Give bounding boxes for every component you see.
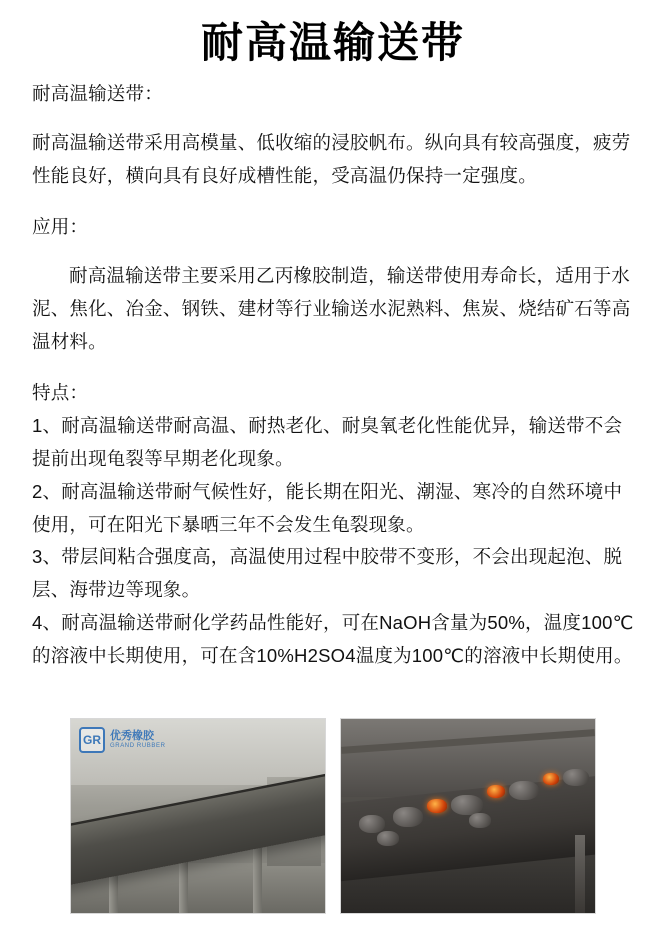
section-application — [32, 211, 634, 359]
hot-sinter-ore-on-conveyor-photo — [340, 718, 596, 914]
photo-hot-ore-lump — [543, 773, 559, 785]
section-heading: 特点： — [32, 381, 89, 403]
brand-logo-icon: GR — [79, 727, 105, 753]
brand-name-cn: 优秀橡胶 — [110, 730, 154, 743]
photo-ore-lump — [377, 831, 399, 846]
photo-ore-lump — [469, 813, 491, 828]
photo-ore-lump — [563, 769, 589, 786]
feature-item-1: 1、耐高温输送带耐高温、耐热老化、耐臭氧老化性能优异，输送带不会提前出现龟裂等早期老化现象。 — [32, 414, 623, 469]
product-photo-gallery — [70, 718, 596, 914]
photo-ore-lump — [359, 815, 385, 833]
section-heading: 应用： — [32, 216, 89, 238]
page-title: 耐高温输送带 — [200, 19, 465, 66]
section-product-intro — [32, 78, 634, 193]
section-paragraph: 耐高温输送带主要采用乙丙橡胶制造，输送带使用寿命长，适用于水泥、焦化、冶金、钢铁、建材等行业输送水泥熟料、焦炭、烧结矿石等高温材料。 — [32, 265, 631, 352]
photo-ore-lump — [393, 807, 423, 827]
photo-hot-ore-lump — [487, 785, 505, 798]
document-body — [32, 78, 634, 673]
conveyor-belt-in-plant-photo — [70, 718, 326, 914]
brand-watermark-text — [110, 731, 166, 749]
photo-ore-lump — [451, 795, 483, 815]
feature-item-4: 4、耐高温输送带耐化学药品性能好，可在NaOH含量为50%，温度100℃的溶液中长期使用，可在含10%H2SO4温度为100℃的溶液中长期使用。 — [32, 612, 634, 667]
brand-name-en: GRAND RUBBER — [110, 742, 166, 749]
photo-frame-post — [575, 835, 585, 913]
section-features — [32, 377, 634, 673]
document-page — [0, 18, 666, 948]
section-heading: 耐高温输送带： — [32, 83, 163, 105]
photo-hot-ore-lump — [427, 799, 447, 813]
feature-item-2: 2、耐高温输送带耐气候性好，能长期在阳光、潮湿、寒冷的自然环境中使用，可在阳光下暴晒三年不会发生龟裂现象。 — [32, 480, 623, 535]
brand-watermark — [79, 727, 166, 753]
feature-item-3: 3、带层间粘合强度高，高温使用过程中胶带不变形，不会出现起泡、脱层、海带边等现象。 — [32, 546, 623, 601]
photo-ore-lump — [509, 781, 539, 800]
section-paragraph: 耐高温输送带采用高模量、低收缩的浸胶帆布。纵向具有较高强度，疲劳性能良好，横向具有良好成槽性能，受高温仍保持一定强度。 — [32, 132, 631, 187]
